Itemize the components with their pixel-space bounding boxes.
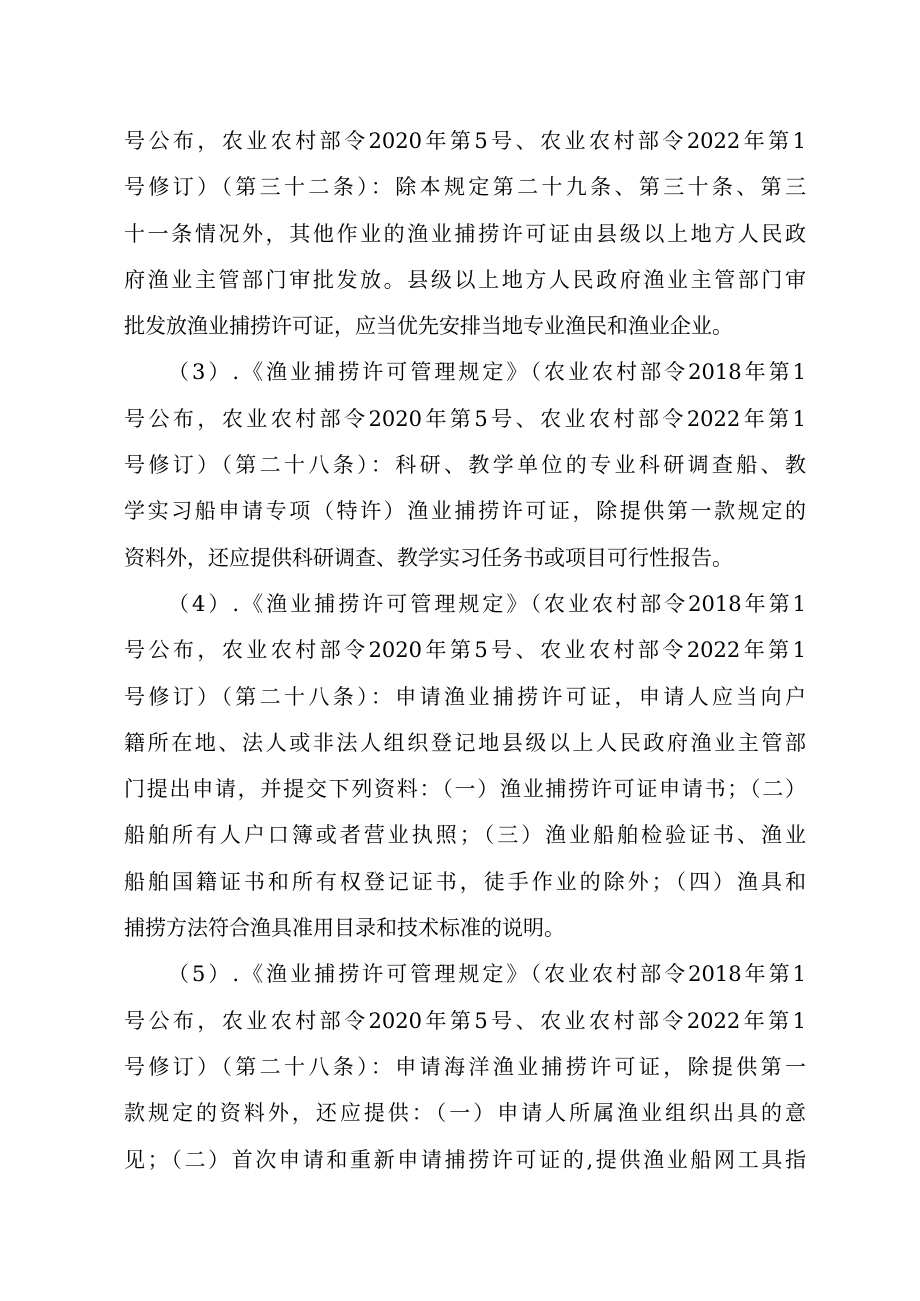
text-line: 见；（二）首次申请和重新申请捕捞许可证的,提供渔业船网工具指 [124, 1147, 806, 1172]
text-line: 款规定的资料外，还应提供：（一）申请人所属渔业组织出具的意 [124, 1101, 806, 1126]
text-line: 捕捞方法符合渔具准用目录和技术标准的说明。 [124, 916, 565, 941]
text-line: 号修订）（第二十八条）：申请渔业捕捞许可证，申请人应当向户 [124, 684, 806, 709]
text-line: 船舶所有人户口簿或者营业执照；（三）渔业船舶检验证书、渔业 [124, 823, 806, 848]
text-line: 号修订）（第二十八条）：科研、教学单位的专业科研调查船、教 [124, 453, 806, 478]
paragraph-3-heading-line: （3）.《渔业捕捞许可管理规定》（农业农村部令2018年第1 [168, 360, 806, 385]
paragraph-4-heading-line: （4）.《渔业捕捞许可管理规定》（农业农村部令2018年第1 [168, 591, 806, 616]
text-line: 府渔业主管部门审批发放。县级以上地方人民政府渔业主管部门审 [124, 267, 806, 292]
text-line: 号修订）（第二十八条）：申请海洋渔业捕捞许可证，除提供第一 [124, 1054, 806, 1079]
text-line: 学实习船申请专项（特许）渔业捕捞许可证，除提供第一款规定的 [124, 499, 806, 524]
text-line: 号公布，农业农村部令2020年第5号、农业农村部令2022年第1 [124, 406, 806, 431]
text-line: 号修订）（第三十二条）：除本规定第二十九条、第三十条、第三 [124, 175, 806, 200]
text-line: 十一条情况外，其他作业的渔业捕捞许可证由县级以上地方人民政 [124, 221, 806, 246]
text-line: 门提出申请，并提交下列资料：（一）渔业捕捞许可证申请书；（二） [124, 777, 806, 802]
text-line: 号公布，农业农村部令2020年第5号、农业农村部令2022年第1 [124, 638, 806, 663]
paragraph-5-heading-line: （5）.《渔业捕捞许可管理规定》（农业农村部令2018年第1 [168, 962, 806, 987]
document-body [124, 118, 806, 1183]
text-line: 船舶国籍证书和所有权登记证书，徒手作业的除外；（四）渔具和 [124, 869, 806, 894]
text-line: 资料外，还应提供科研调查、教学实习任务书或项目可行性报告。 [124, 545, 733, 570]
text-line: 号公布，农业农村部令2020年第5号、农业农村部令2022年第1 [124, 1008, 806, 1033]
text-line: 籍所在地、法人或非法人组织登记地县级以上人民政府渔业主管部 [124, 730, 806, 755]
text-line: 批发放渔业捕捞许可证，应当优先安排当地专业渔民和渔业企业。 [124, 314, 733, 339]
text-line: 号公布，农业农村部令2020年第5号、农业农村部令2022年第1 [124, 129, 806, 153]
